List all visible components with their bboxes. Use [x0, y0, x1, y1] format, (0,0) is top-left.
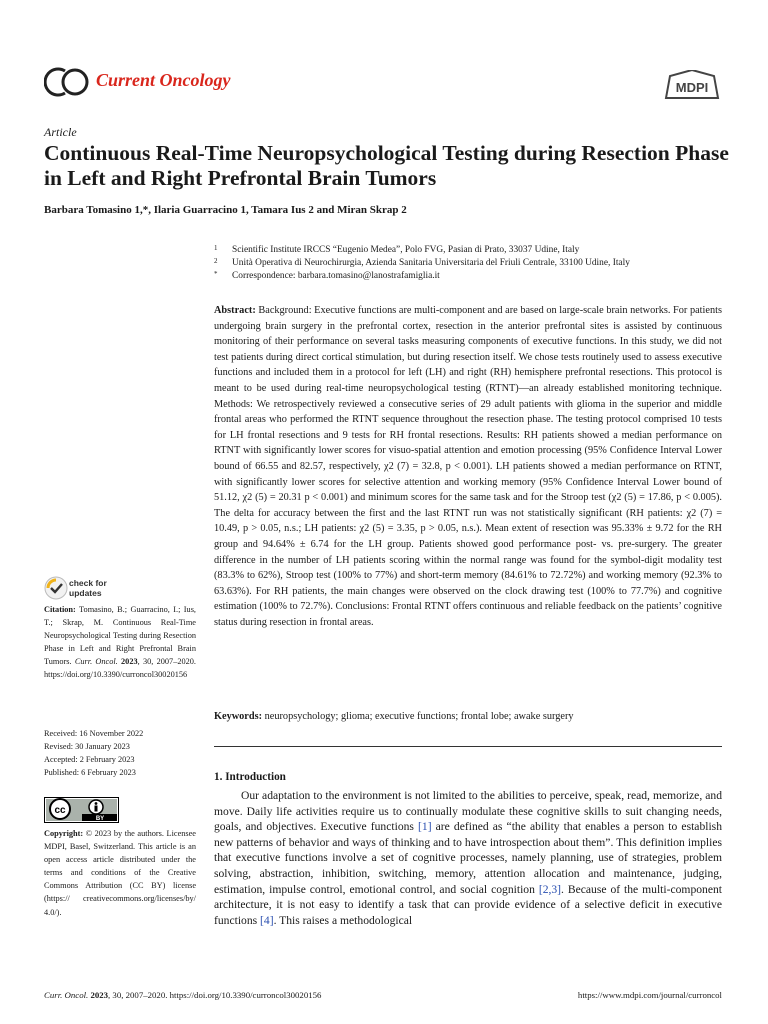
- intro-text: . Because of the multi-component architecture, it is not easy to identify a task that can provide evidence of a selective deficit in executive functions: [214, 882, 722, 927]
- correspondence: [214, 270, 734, 283]
- cc-by-license-icon[interactable]: [44, 797, 119, 823]
- footer-journal: Curr. Oncol.: [44, 990, 89, 1000]
- footer-journal-url[interactable]: https://www.mdpi.com/journal/curroncol: [577, 990, 722, 1000]
- check-updates-label: [69, 578, 107, 598]
- date-published: Published: 6 February 2023: [44, 768, 136, 778]
- author-list: Barbara Tomasino 1,*, Ilaria Guarracino 1, Tamara Ius 2 and Miran Skrap 2: [44, 204, 407, 216]
- paper-title: Continuous Real-Time Neuropsychological Testing during Resection Phase in Left and Right Prefrontal Brain Tumors: [44, 141, 729, 190]
- affiliation-2: [214, 257, 734, 270]
- affiliations: [214, 244, 734, 283]
- check-updates-icon: [44, 576, 68, 600]
- citation-link[interactable]: [4]: [260, 913, 274, 927]
- check-updates-line2: updates: [69, 588, 102, 598]
- intro-text: . This raises a methodological: [273, 913, 413, 927]
- svg-text:BY: BY: [95, 816, 105, 822]
- affiliation-mark: *: [214, 270, 218, 278]
- correspondence-text: Correspondence: barbara.tomasino@lanostrafamiglia.it: [232, 271, 440, 281]
- copyright-label: Copyright:: [44, 829, 84, 838]
- date-revised: Revised: 30 January 2023: [44, 742, 130, 752]
- citation-link[interactable]: [1]: [418, 820, 432, 834]
- copyright-text: © 2023 by the authors. Licensee MDPI, Basel, Switzerland. This article is an open access article distributed under the terms and conditions of the Creative Commons Attribution (CC BY) license (https:// creativecommons.org/licenses/by/ 4.0/).: [44, 829, 196, 917]
- affiliation-1: [214, 244, 734, 257]
- footer-details: , 30, 2007–2020. https://doi.org/10.3390/curroncol30020156: [108, 990, 322, 1000]
- section-heading: 1. Introduction: [214, 771, 286, 783]
- citation-link[interactable]: [2,3]: [538, 882, 562, 896]
- mdpi-logo: [664, 70, 720, 100]
- keywords: [214, 711, 722, 722]
- journal-logo: [44, 62, 90, 102]
- citation-doi[interactable]: 2007–2020. https://doi.org/10.3390/curroncol30020156: [44, 657, 197, 680]
- svg-text:MDPI: MDPI: [675, 80, 709, 95]
- intro-paragraph: [214, 788, 722, 928]
- abstract: [214, 303, 722, 630]
- citation-text: Tomasino, B.; Guarracino, I.; Ius, T.; Skrap, M. Continuous Real-Time Neuropsychological Testing during Resection Phase in Left and Right Prefrontal Brain Tumors.: [44, 605, 196, 667]
- publication-dates: [44, 727, 196, 779]
- date-accepted: Accepted: 2 February 2023: [44, 755, 135, 765]
- keywords-label: Keywords:: [214, 711, 263, 722]
- journal-name: Current Oncology: [96, 70, 231, 90]
- abstract-label: Abstract:: [214, 305, 256, 316]
- citation-label: Citation:: [44, 605, 76, 614]
- citation-year: 2023: [117, 657, 138, 667]
- copyright-block: [44, 827, 196, 919]
- footer-citation: [44, 990, 321, 1000]
- affiliation-text: Scientific Institute IRCCS “Eugenio Medea”, Polo FVG, Pasian di Prato, 33037 Udine, Italy: [232, 245, 580, 255]
- intro-text: Our adaptation to the environment is not limited to the abilities to perceive, speak, read, memorize, and move. Daily life activities require us to continually modulate these cognitive skills to suit changing needs, goals, and objectives. Executive functions: [214, 789, 722, 834]
- citation-volume: , 30,: [137, 657, 157, 667]
- citation-block: [44, 603, 196, 682]
- date-received: Received: 16 November 2022: [44, 729, 144, 738]
- abstract-text: Background: Executive functions are multi-component and are based on large-scale brain networks. For patients undergoing brain surgery in the prefrontal cortex, resection in the anterior prefrontal sites is assisted by continuous monitoring of their performance on several tasks measuring components of executive functions. In this study, we did not test patients during direct cortical stimulation, but during resection itself. We chose tests routinely used to assess executive functions and included them in a protocol for left (LH) and right (RH) hemisphere prefrontal resections. This protocol is meant to be used during real-time neuropsychological testing (RTNT)—an already established monitoring technique. Methods: We retrospectively reviewed a consecutive series of 29 adult patients with glioma in the superior and middle frontal areas who performed the RTNT sequence throughout the resection phase. The testing protocol comprised 10 tests for LH frontal resections and 9 tests for RH frontal resections. Results: RH patients showed a median performance on RTNT with significantly lower scores for visuo-spatial attention and emotion processing (95% Confidence Interval Lower bound of 66.55 and 82.57, respectively, χ2 (7) = 32.8, p < 0.001). LH patients showed a median performance on RTNT, with significantly lower scores for selective attention and working memory (95% Confidence Interval Lower bound of 51.12, χ2 (5) = 20.31 p < 0.001) and minimum scores for the same task and for the Stroop test (χ2 (5) = 17.86, p < 0.005). The delta for accuracy between the first and the last RTNT run was not statistically significant (RH patients: χ2 (7) = 10.49, p > 0.05, n.s.; LH patients: χ2 (5) = 3.35, p > 0.05, n.s.). Mean extent of resection was 95.33% ± 9.72 for the RH group and 94.64% ± 6.74 for the LH group. Patients showed good performance post- vs. pre-surgery. The greater difference in the number of LH patients scoring within the normal range was found for the symbol-digit modality test (83.3% to 62%), Stroop test (100% to 77%) and short-term memory (84.61% to 72.72%) and working memory (92.3% to 63.63%). For RH patients, the main changes were observed on the clock drawing test (100% to 77.7%) and cognitive estimation (100% to 72.7%). Conclusions: Frontal RTNT offers continuous and reliable feedback on the patients’ cognitive status during resection in frontal areas.: [214, 305, 722, 628]
- affiliation-text: Unità Operativa di Neurochirurgia, Azienda Sanitaria Universitaria del Friuli Centrale, 33100 Udine, Italy: [232, 258, 630, 268]
- section-divider: [214, 746, 722, 747]
- keywords-text: neuropsychology; glioma; executive functions; frontal lobe; awake surgery: [264, 711, 574, 722]
- affiliation-mark: 2: [214, 257, 218, 265]
- affiliation-mark: 1: [214, 244, 218, 252]
- svg-text:cc: cc: [54, 805, 66, 816]
- intro-text: are defined as “the ability that enables a person to establish new patterns of behavior and ways of thinking and to have introspection about them”. This definition implies that executive functions involve a set of cognitive processes, namely planning, use of strategies, problem solving, abstraction, inhibition, switching, memory, attention allocation and maintenance, judging, estimation, impulse control, emotional control, and social cognition: [214, 820, 722, 896]
- article-type: Article: [44, 125, 77, 139]
- check-for-updates-button[interactable]: [44, 576, 114, 604]
- check-updates-line1: check for: [69, 578, 107, 588]
- citation-journal: Curr. Oncol.: [74, 657, 118, 667]
- footer-year: 2023: [90, 990, 109, 1000]
